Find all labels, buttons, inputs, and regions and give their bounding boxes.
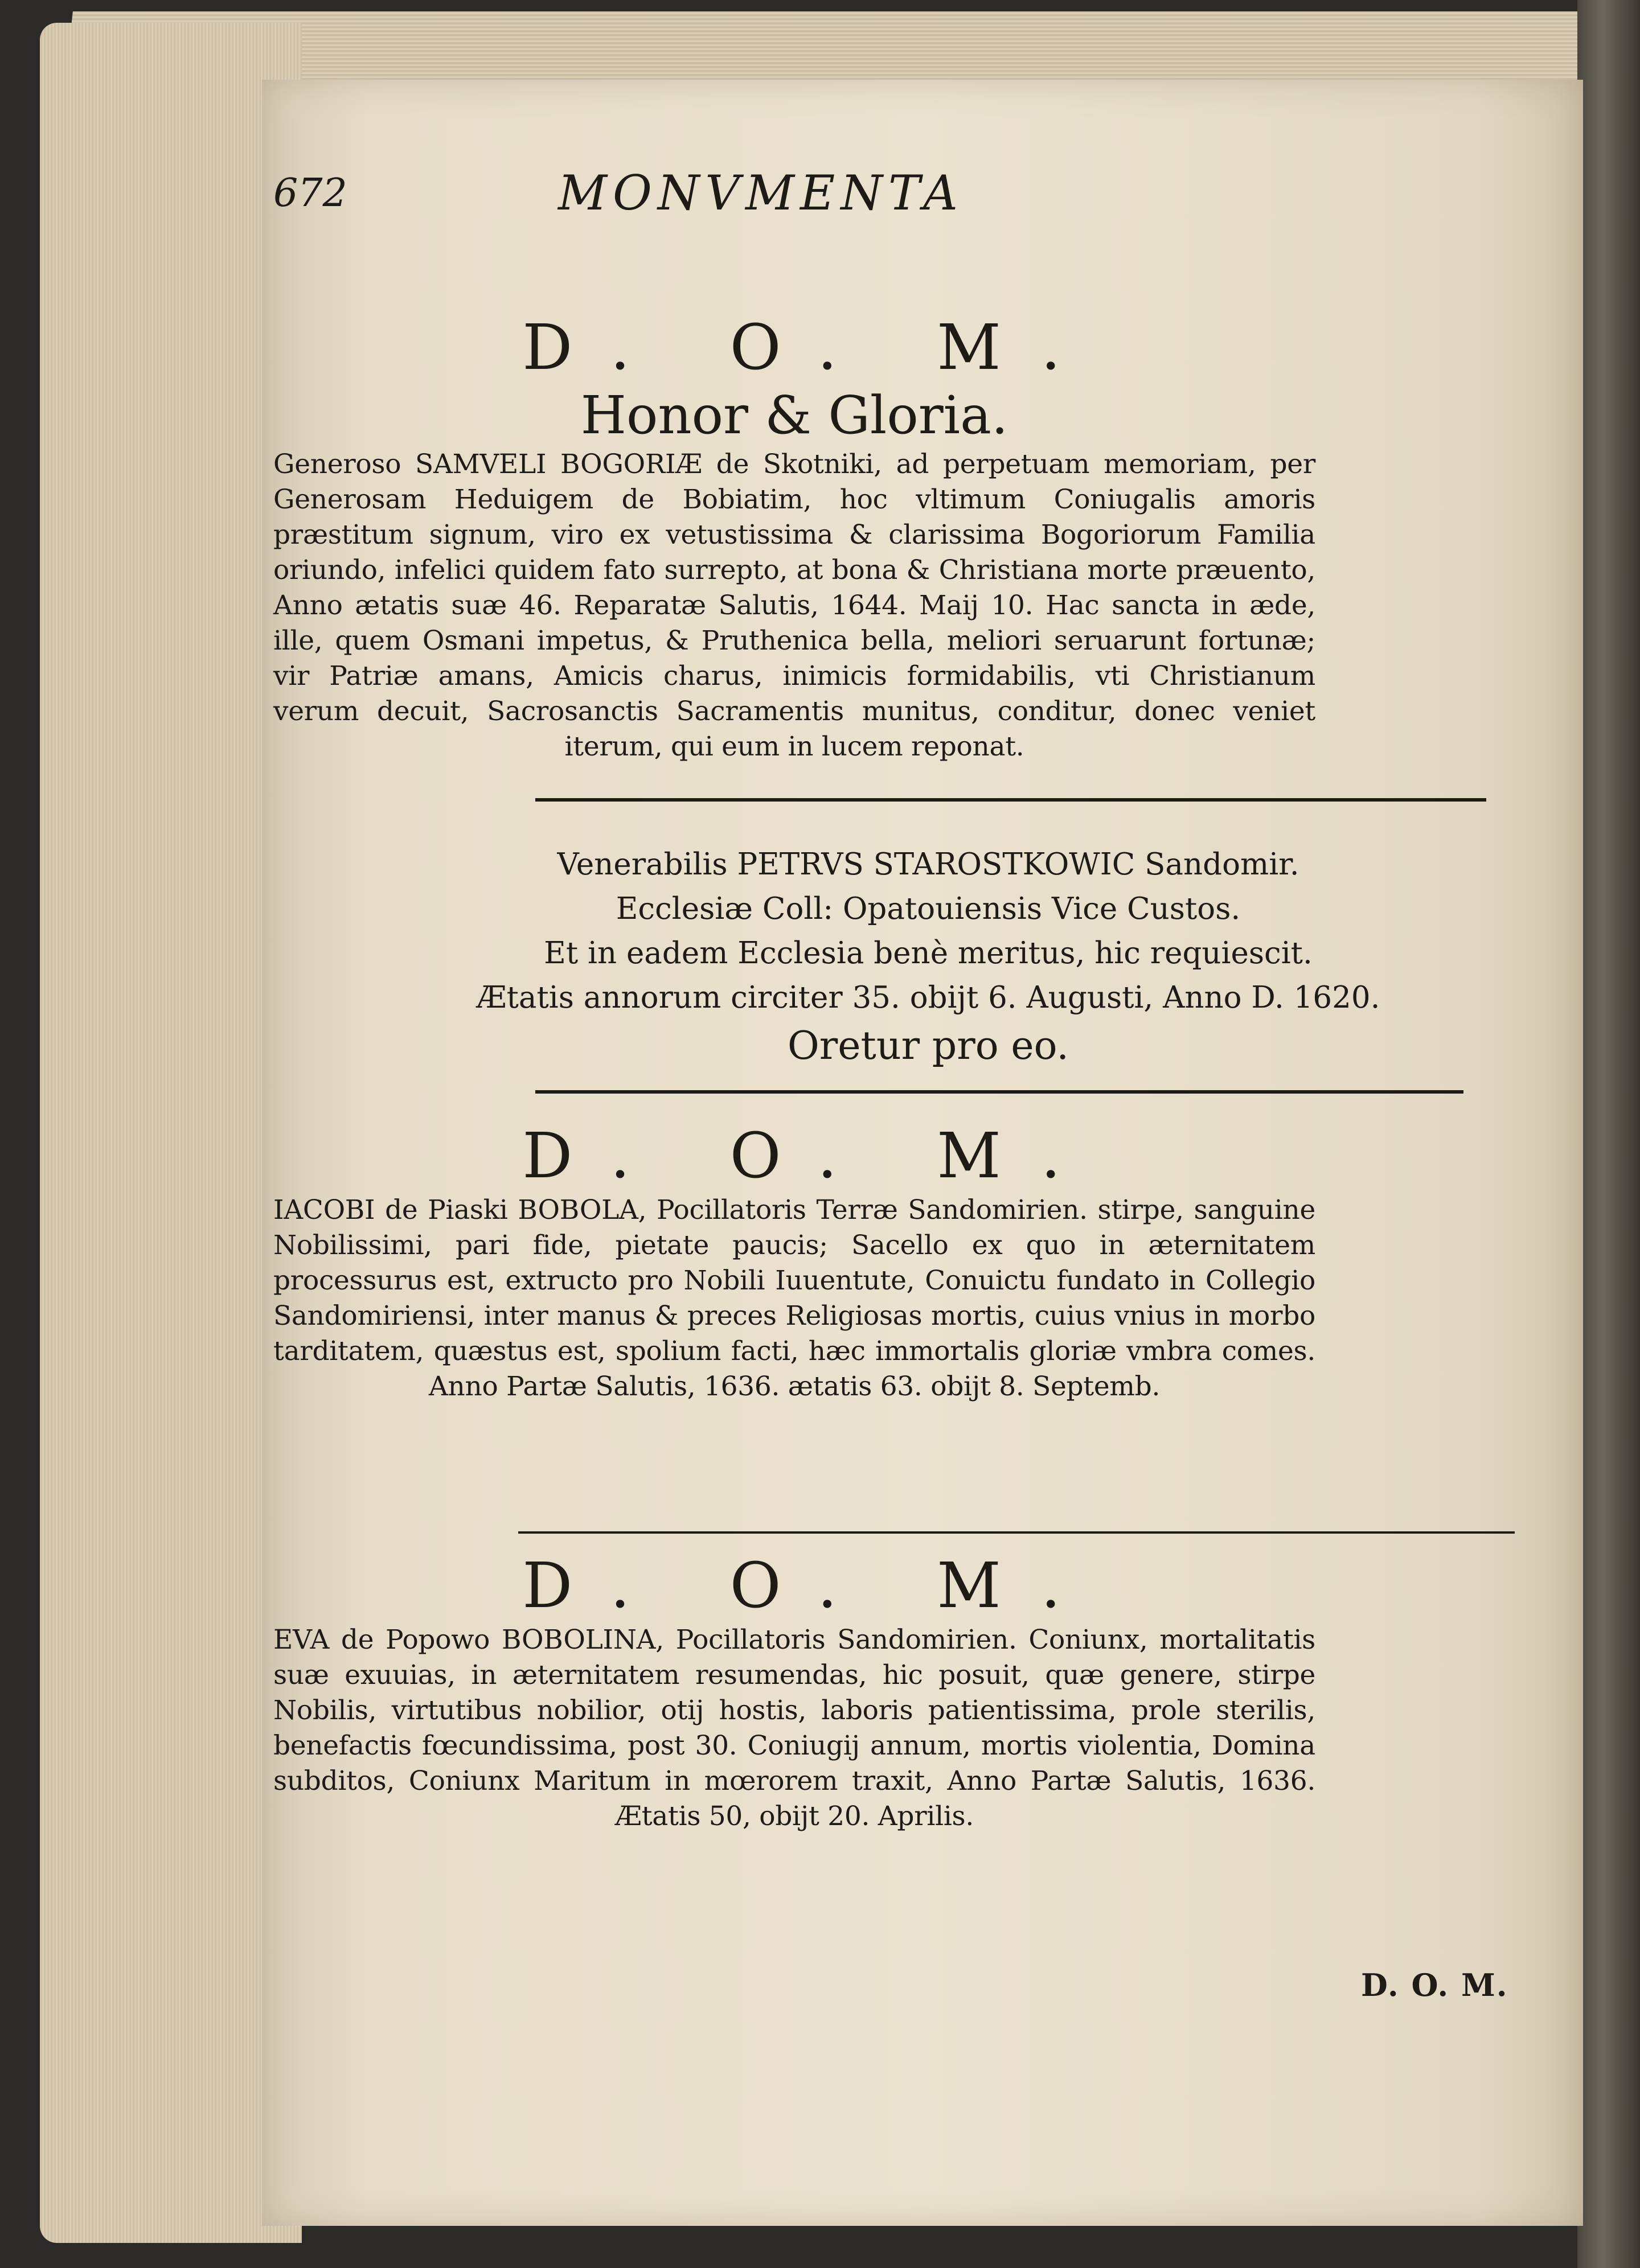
entry-text: IACOBI de Piaski BOBOLA, Pocillatoris Terræ Sandomirien. stirpe, sanguine Nobilissimi, pari fide, pietate paucis; Sacello ex quo in æternitatem processurus est, extructo pro Nobili Iuuentute, Conuictu fundato in Collegio Sandomiriensi, inter manus & preces Religiosas mortis, cuius vnius in morbo tarditatem, quæstus est, spolium facti, hæc immortalis gloriæ vmbra comes. Anno Partæ Salutis, 1636. ætatis 63. obijt 8. Septemb. (273, 1194, 1315, 1402)
page-number: 672 (273, 171, 347, 216)
page-header (273, 154, 1287, 222)
entry-text: Generoso SAMVELI BOGORIÆ de Skotniki, ad perpetuam memoriam, per Generosam Heduigem de Bobiatim, hoc vltimum Coniugalis amoris præstitum signum, viro ex vetustissima & clarissima Bogoriorum Familia oriundo, infelici quidem fato surrepto, at bona & Christiana morte præuento, Anno ætatis suæ 46. Reparatæ Salutis, 1644. Maij 10. Hac sancta in æde, ille, quem Osmani impetus, & Pruthenica bella, meliori seruarunt fortunæ; vir Patriæ amans, Amicis charus, inimicis formidabilis, vti Christianum verum decuit, Sacrosanctis Sacramentis munitus, conditur, donec veniet iterum, qui eum in lucem reponat. (273, 449, 1315, 762)
section-rule (535, 1090, 1463, 1094)
epitaph-bogoria (273, 310, 1315, 765)
entry-line: Ætatis annorum circiter 35. obijt 6. Augusti, Anno D. 1620. (476, 980, 1380, 1015)
entry-closing: Oretur pro eo. (788, 1024, 1069, 1069)
epitaph-jacobi-bobola (273, 1119, 1315, 1404)
entry-line: Ecclesiæ Coll: Opatouiensis Vice Custos. (616, 891, 1241, 926)
section-rule (518, 1531, 1515, 1534)
entry-line: Venerabilis PETRVS STAROSTKOWIC Sandomir. (557, 847, 1299, 882)
epitaph-eva-bobolina (273, 1548, 1315, 1834)
book-spine (1577, 0, 1640, 2268)
epitaph-starostkowic (399, 843, 1458, 1073)
entry-heading: D. O. M. (522, 1549, 1101, 1622)
catchword: D. O. M. (1361, 1967, 1508, 2003)
entry-heading: D. O. M. (522, 1119, 1101, 1192)
running-title: MONVMENTA (558, 165, 964, 221)
entry-text: EVA de Popowo BOBOLINA, Pocillatoris Sandomirien. Coniunx, mortalitatis suæ exuuias, in æternitatem resumendas, hic posuit, quæ genere, stirpe Nobilis, virtutibus nobilior, otij hostis, laboris patientissima, prole sterilis, benefactis fœcundissima, post 30. Coniugij annum, mortis violentia, Domina subditos, Coniunx Maritum in mœrorem traxit, Anno Partæ Salutis, 1636. Ætatis 50, obijt 20. Aprilis. (273, 1624, 1315, 1832)
entry-heading: D. O. M. (522, 311, 1101, 384)
entry-line: Et in eadem Ecclesia benè meritus, hic requiescit. (544, 936, 1313, 971)
section-rule (535, 798, 1486, 802)
entry-subheading: Honor & Gloria. (580, 385, 1008, 446)
